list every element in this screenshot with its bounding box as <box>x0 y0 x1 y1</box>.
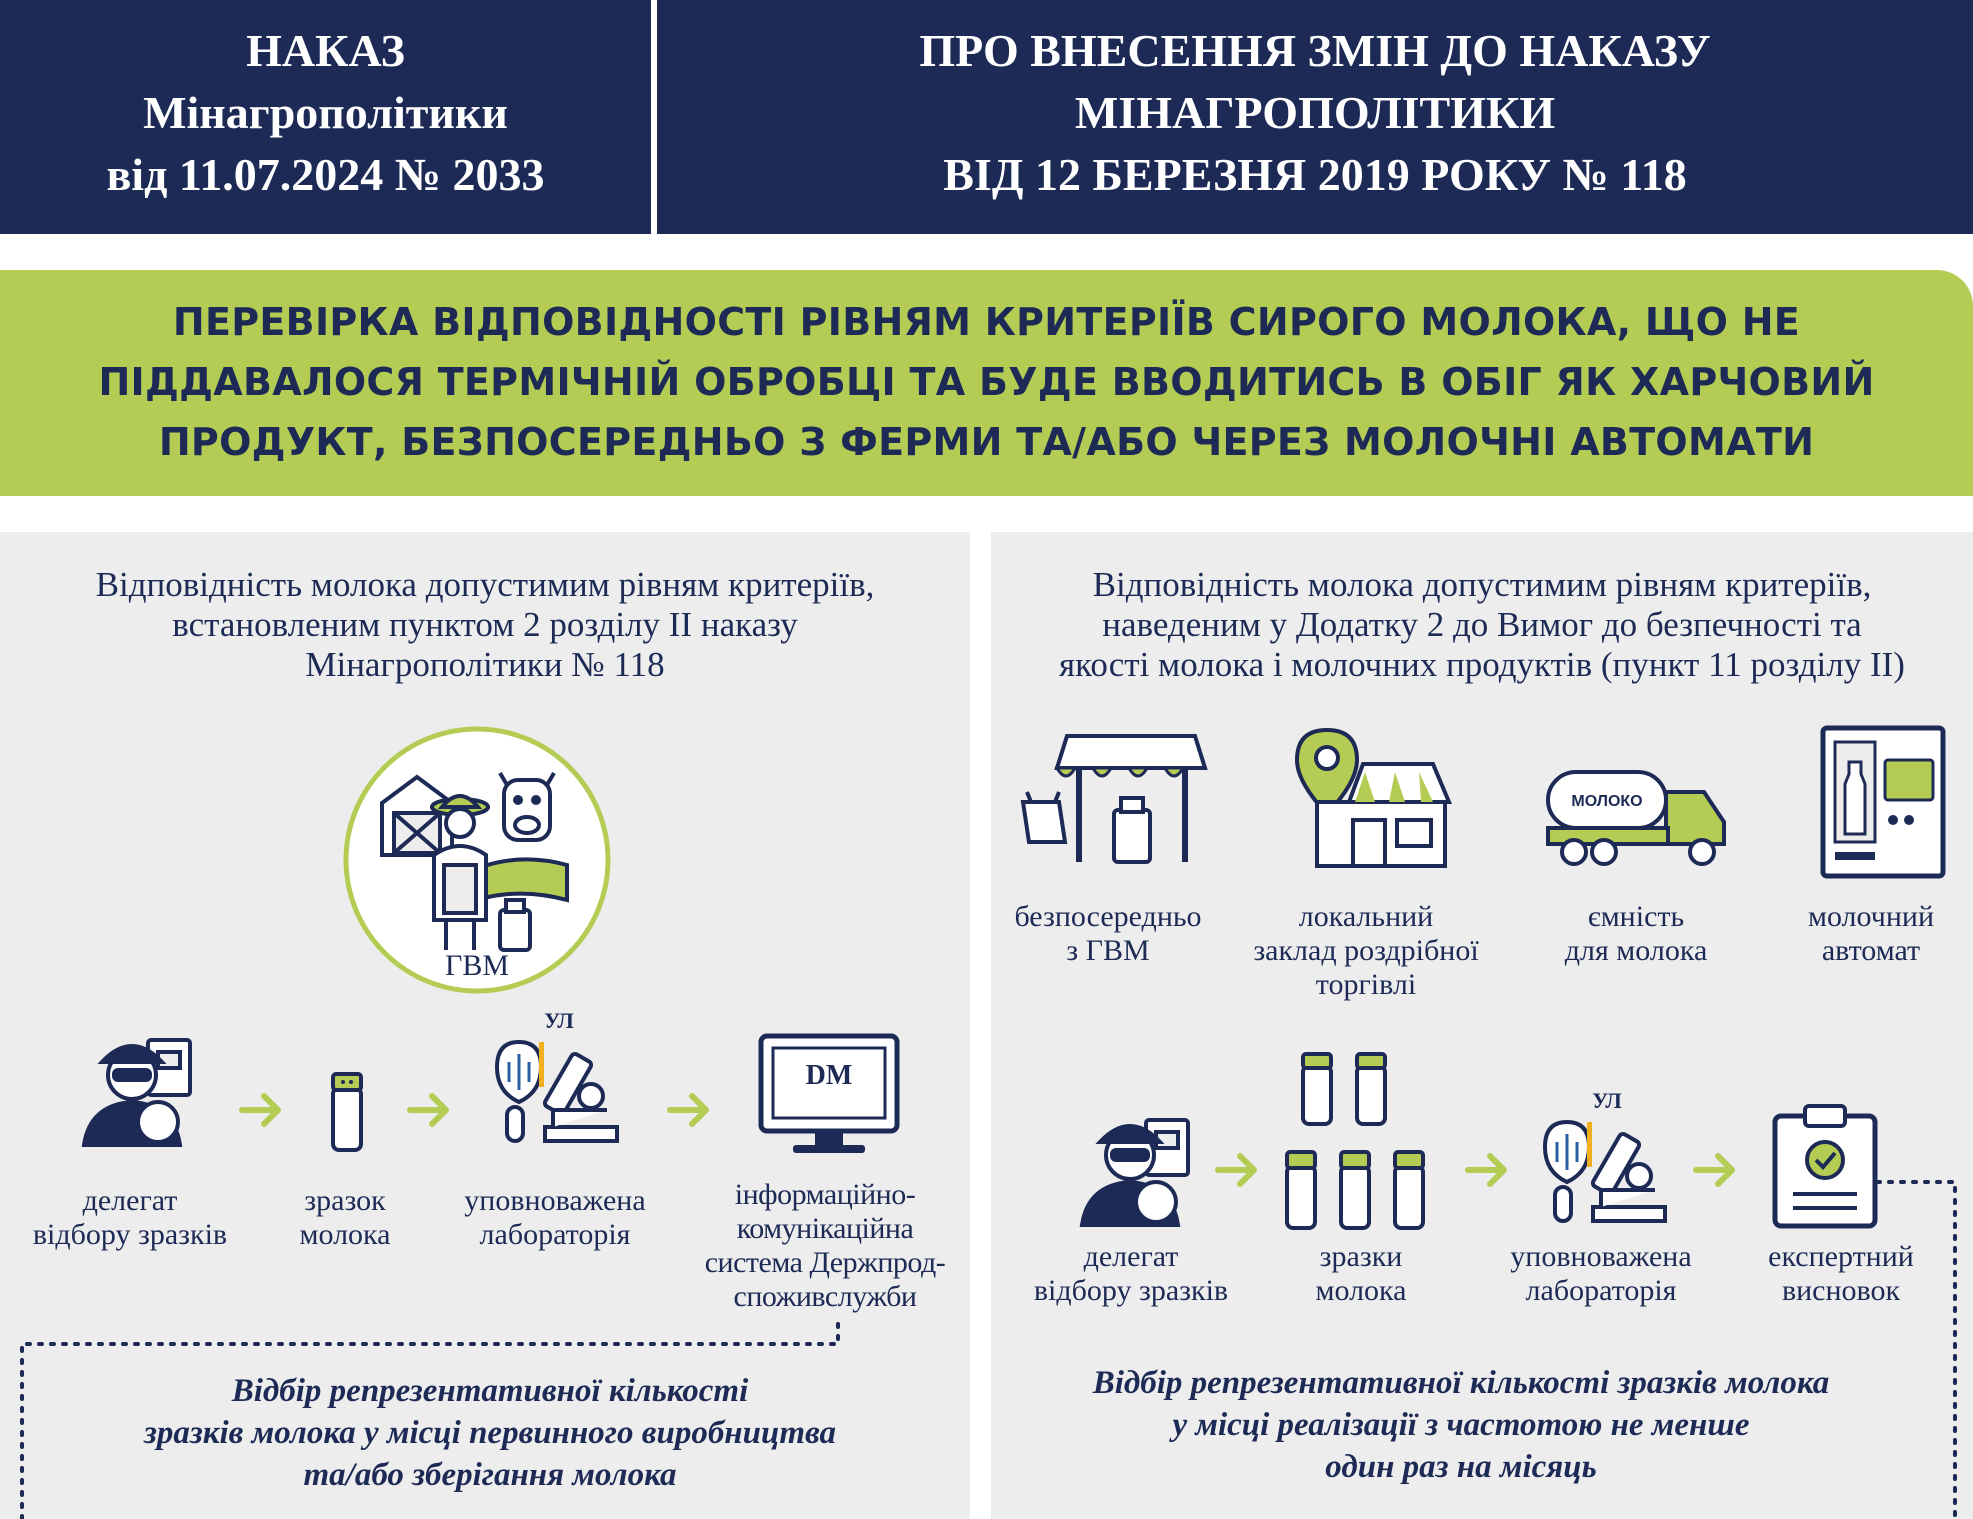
right-panel <box>991 532 1973 1519</box>
note-line: зразків молока у місці первинного виробництва <box>143 1415 837 1451</box>
label-line: відбору зразків <box>1033 1274 1229 1307</box>
label-line: споживслужби <box>733 1280 917 1313</box>
order-title-line: від 11.07.2024 № 2033 <box>106 149 545 200</box>
requirement-line: встановленим пунктом 2 розділу II наказу <box>172 605 798 644</box>
label-line: уповноважена <box>464 1184 646 1217</box>
lab-badge: УЛ <box>544 1008 574 1033</box>
requirement-line: наведеним у Додатку 2 до Вимог до безпечності та <box>1102 605 1862 644</box>
label-line: відбору зразків <box>32 1218 228 1251</box>
topic-title-line: ПРОДУКТ, БЕЗПОСЕРЕДНЬО З ФЕРМИ ТА/АБО ЧЕРЕЗ МОЛОЧНІ АВТОМАТИ <box>158 420 1815 464</box>
topic-banner <box>0 270 1973 496</box>
label-line: молока <box>1315 1274 1407 1307</box>
topic-title <box>40 292 1933 472</box>
left-panel <box>0 532 970 1519</box>
label-line: лабораторія <box>479 1218 631 1251</box>
amendment-title-line: ВІД 12 БЕРЕЗНЯ 2019 РОКУ № 118 <box>943 149 1687 200</box>
label-line: торгівлі <box>1315 968 1417 1001</box>
label-line: автомат <box>1821 934 1921 967</box>
lab-badge: УЛ <box>1592 1088 1622 1113</box>
label-line: заклад роздрібної <box>1253 934 1479 967</box>
tanker-badge: МОЛОКО <box>1571 793 1643 810</box>
label-line: комунікаційна <box>736 1212 914 1245</box>
topic-title-line: ПЕРЕВІРКА ВІДПОВІДНОСТІ РІВНЯМ КРИТЕРІЇВ СИРОГО МОЛОКА, ЩО НЕ <box>172 300 1801 344</box>
label-line: для молока <box>1564 934 1708 967</box>
requirement-line: якості молока і молочних продуктів (пункт 11 розділу II) <box>1059 645 1905 684</box>
label-line: з ГВМ <box>1066 934 1150 967</box>
requirement-line: Відповідність молока допустимим рівням критеріїв, <box>95 565 875 604</box>
label-line: делегат <box>82 1184 178 1217</box>
order-title-line: НАКАЗ <box>246 25 405 76</box>
note-line: Відбір репрезентативної кількості <box>231 1373 749 1409</box>
label-line: система Держпрод- <box>704 1246 946 1279</box>
label-line: уповноважена <box>1510 1240 1692 1273</box>
label-line: зразки <box>1319 1240 1403 1273</box>
topic-title-line: ПІДДАВАЛОСЯ ТЕРМІЧНІЙ ОБРОБЦІ ТА БУДЕ ВВОДИТИСЬ В ОБІГ ЯК ХАРЧОВИЙ <box>98 360 1875 404</box>
note-line: у місці реалізації з частотою не менше <box>1172 1407 1750 1443</box>
label-line: делегат <box>1083 1240 1179 1273</box>
amendment-title-line: ПРО ВНЕСЕННЯ ЗМІН ДО НАКАЗУ <box>919 25 1711 76</box>
note-line: та/або зберігання молока <box>303 1457 677 1493</box>
farm-label: ГВМ <box>444 949 510 982</box>
amendment-title <box>657 20 1973 206</box>
label-line: молочний <box>1807 900 1935 933</box>
label-line: експертний <box>1768 1240 1914 1273</box>
label-line: лабораторія <box>1525 1274 1677 1307</box>
label-line: безпосередньо <box>1014 900 1202 933</box>
amendment-header <box>657 0 1973 234</box>
label-line: висновок <box>1781 1274 1901 1307</box>
right-sampling-note <box>1011 1362 1911 1488</box>
label-line: зразок <box>304 1184 386 1217</box>
label-line: ємність <box>1587 900 1685 933</box>
left-sampling-note <box>60 1370 920 1496</box>
order-title-line: Мінагрополітики <box>143 87 508 138</box>
order-header <box>0 0 651 234</box>
monitor-badge: DM <box>805 1060 853 1091</box>
label-line: молока <box>299 1218 391 1251</box>
note-line: Відбір репрезентативної кількості зразків молока <box>1092 1365 1830 1401</box>
requirement-line: Відповідність молока допустимим рівням критеріїв, <box>1092 565 1872 604</box>
note-line: один раз на місяць <box>1325 1449 1597 1485</box>
requirement-line: Мінагрополітики № 118 <box>305 645 665 684</box>
label-line: локальний <box>1298 900 1434 933</box>
label-line: інформаційно- <box>734 1178 916 1211</box>
amendment-title-line: МІНАГРОПОЛІТИКИ <box>1074 87 1556 138</box>
order-title <box>0 20 651 206</box>
